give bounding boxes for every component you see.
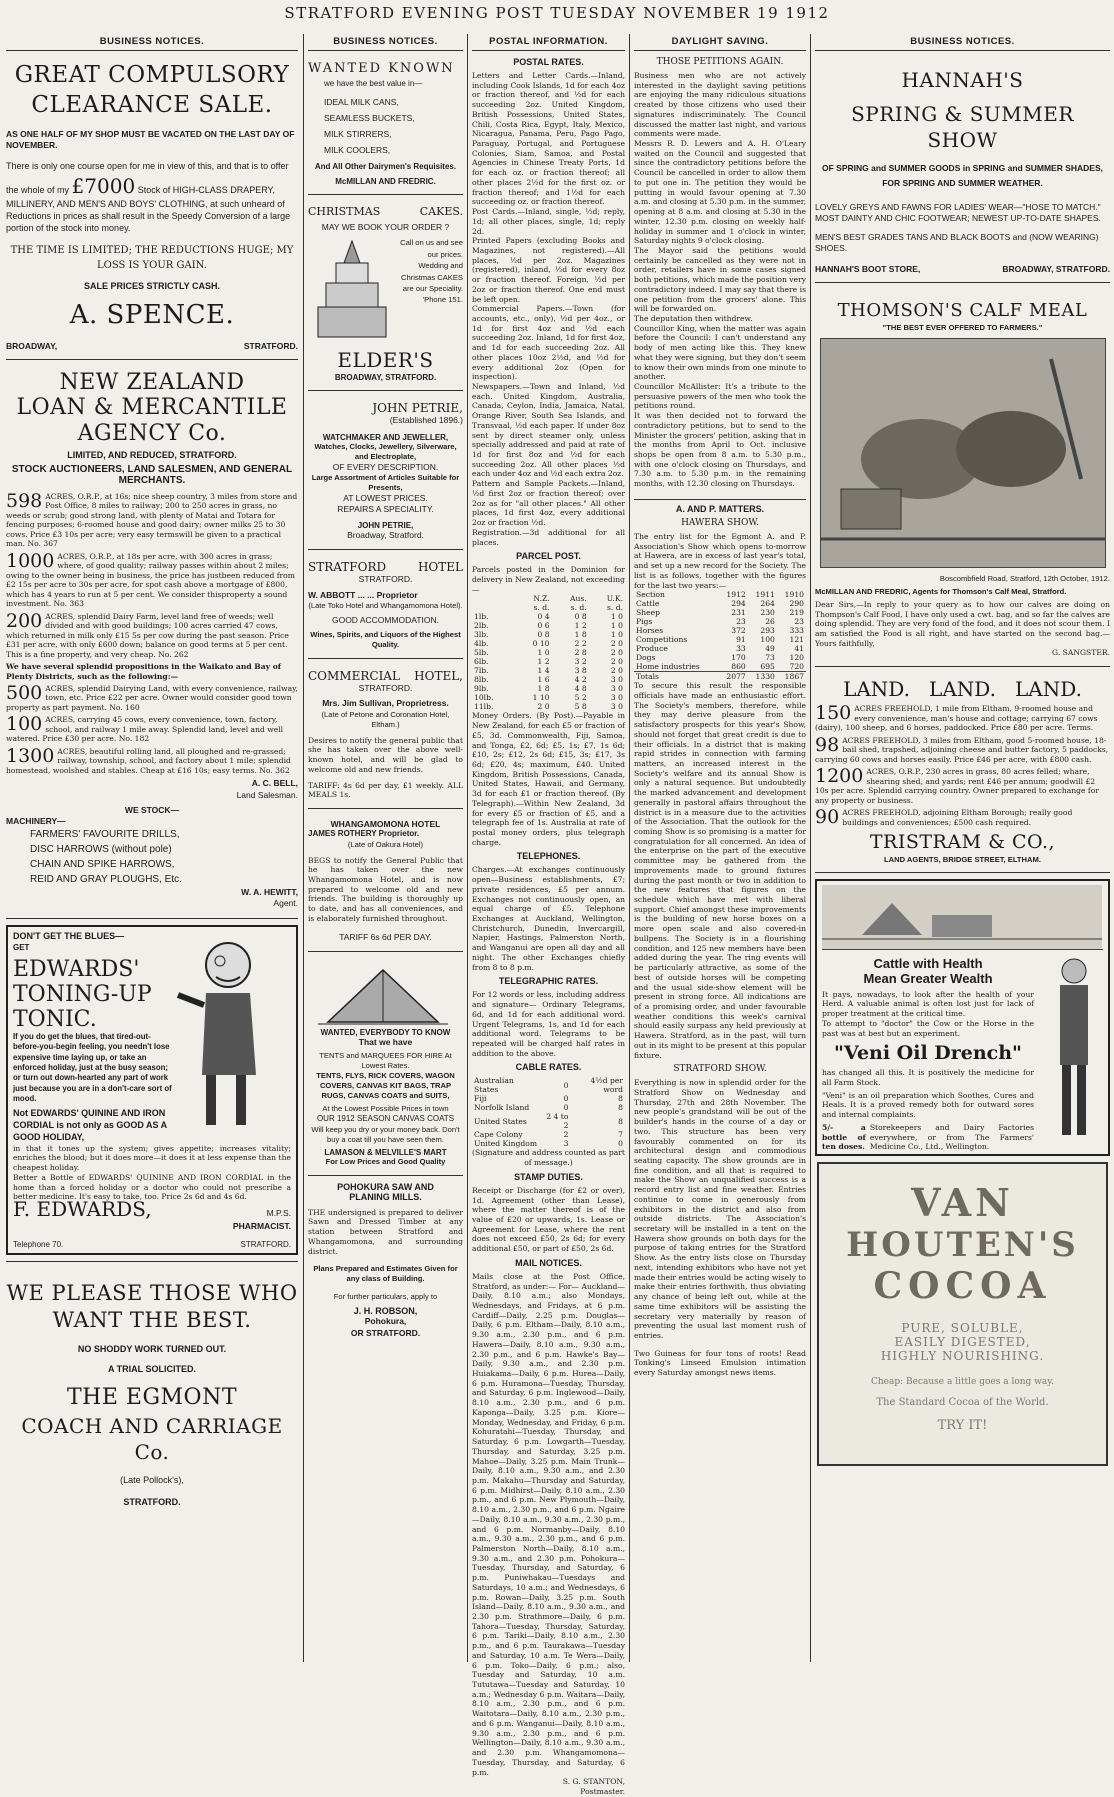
elder-ad — [308, 201, 463, 391]
ad-text: (Late Pollock's), — [120, 1474, 184, 1485]
side-text: are our Speciality. — [402, 283, 463, 293]
paragraph: Money Orders. (By Post).—Payable in New Zealand, for each £5 or fraction of £5, 3d. Commonwealth, Fiji, Samoa, and Tonga, £2, 6d; £5, 1s; £7, 1s 6d; £10, 2s; £12, 2s 6d; £15, 3s; £17, 3s 6d; £20, 4s; maximum, £40. United Kingdom, British Possessions, Canada, United States, Hawaii, and Germany, 3d for each £1 or fraction thereof. (By Telegraph).—Within New Zealand, 3d for every £5 or fraction of £5, and a telegraph fee of 1s. Australia at rate of postal money orders, plus telegraph charge. — [472, 711, 625, 847]
price: 5/- a bottle of ten doses. — [822, 1122, 866, 1152]
ad-title: LAND. LAND. LAND. — [843, 677, 1082, 702]
ad-text: PURE, SOLUBLE, — [901, 1320, 1024, 1335]
table-row: Pigs 23 26 23 — [636, 617, 804, 627]
ad-text: A TRIAL SOLICITED. — [107, 1364, 196, 1375]
subheading: CABLE RATES. — [515, 1062, 582, 1073]
address: BROADWAY, STRATFORD. — [334, 373, 437, 383]
paragraph: Business men who are not actively interested in the daylight saving petitions are enjoying the many ridiculous situations created by those citizens who used their signatures indiscriminately. The Council discussed the matter last night, and various comments were made. — [634, 71, 806, 139]
lot-text: ACRES, splendid Dairy Farm, level land free of weeds; well divided and with good buildings; 100 acres carried 47 cows, which returned in milk only £15 5s per cow during the past season. Price £31 per acre, with only £600 down; balance on good terms at 5 per cent. This is a fine property, and very cheap. No. 262 — [6, 611, 289, 659]
ad-text: (Late Toko Hotel and Whangamomona Hotel). — [308, 600, 463, 610]
pohokura-ad — [308, 1182, 463, 1339]
ad-title: GREAT COMPULSORY — [14, 62, 290, 88]
stratford-hotel-ad — [308, 556, 463, 659]
table-row: 1lb. 0 4 0 8 1 0 — [474, 612, 623, 622]
ad-title: WANT THE BEST. — [52, 1307, 252, 1332]
ad-text: Will keep you dry or your money back. Don't buy a coat till you have seen them. — [311, 1124, 460, 1144]
proprietor: Mrs. Jim Sullivan, Proprietress. — [322, 698, 449, 709]
calves-illustration — [820, 338, 1106, 568]
paragraph: Messrs R. D. Lewers and A. H. O'Leary waited on the Council and suggested that since the contradictory petitions before the Council be cancelled in order to allow them to put one in. The petition they would be putting in would favour opening at 7.30 a.m. and closing at 5.30 p.m. in the summer, opening at 8 a.m. and closing at 5.30 in the winter, 12.30 p.m. closing on weekly half-holiday in summer and 1 o'clock in winter, Saturday nights 9 o'clock closing. — [634, 139, 806, 246]
stock-line: MACHINERY— — [6, 816, 66, 827]
tariff: TARIFF 6s 6d PER DAY. — [339, 931, 432, 942]
ad-title: NEW ZEALAND — [59, 369, 245, 395]
subheading: TELEPHONES. — [516, 851, 581, 862]
signature: W. A. HEWITT, — [241, 887, 298, 898]
table-row: Fiji 0 8 — [474, 1094, 623, 1104]
lot-text: ACRES, O.R.P., 230 acres in grass, 80 acres felled; whare, shearing shed, and yards; rent £46 per annum; goodwill £2 10s per acre. Splendid carrying country. Owner prepared to exchange for any property or business. — [815, 767, 1099, 805]
ad-title: COACH AND CARRIAGE Co. — [21, 1413, 283, 1464]
ad-subtitle: AS ONE HALF OF MY SHOP MUST BE VACATED ON THE LAST DAY OF NOVEMBER. — [6, 128, 295, 150]
section-header: BUSINESS NOTICES. — [815, 36, 1110, 51]
ad-title: COCOA — [873, 1264, 1052, 1307]
caption: Boscombfield Road, Stratford, 12th October, 1912. — [939, 573, 1110, 583]
cable-table — [472, 1076, 625, 1148]
role: PHARMACIST. — [232, 1221, 291, 1232]
list-item: MILK STIRRERS, — [324, 128, 392, 139]
lot-text: ACRES, splendid Dairying Land, with every convenience, railway, town, etc. Price £22 per acre. Owner would consider good town property as part payment. No. 160 — [6, 684, 298, 712]
ad-subtitle: "THE BEST EVER OFFERED TO FARMERS." — [882, 322, 1043, 332]
subheading: PARCEL POST. — [516, 551, 581, 562]
ad-title: STRATFORD — [308, 560, 387, 575]
lot-text: ACRES FREEHOLD, 3 miles from Eltham, good 5-roomed house, 18-bail shed, trapshed, adjoining cheese and butter factory, 5 paddocks, carrying 60 cows and horses easily. Price £46 per acre, with £800 cash. — [815, 735, 1109, 764]
firm-name: McMILLAN AND FREDRIC. — [335, 177, 436, 187]
ad-text: OUR 1912 SEASON CANVAS COATS — [316, 1114, 455, 1124]
table-row: 10lb. 1 10 5 2 3 0 — [474, 693, 623, 703]
section-header: DAYLIGHT SAVING. — [634, 36, 806, 51]
paragraph: Councillor McAllister: It's a tribute to the persuasive powers of the men who took the petitions round. — [634, 382, 806, 411]
wanted-ad — [308, 57, 463, 195]
ad-text: Not EDWARDS' QUININE AND IRON CORDIAL is not only as GOOD AS A GOOD HOLIDAY, — [13, 1108, 167, 1142]
ad-text: Plans Prepared and Estimates Given for any class of Building. — [313, 1264, 458, 1284]
subheading: STAMP DUTIES. — [514, 1171, 583, 1182]
paragraph: Newspapers.—Town and Inland, ½d each. United Kingdom, Australia, Canada, Ceylon, India, Jamaica, Natal, Orange River, South Sea Islands, and Transvaal, ½d each paper. If under 8oz sent by direct steamer only, unless specially addressed and paid at rate of 1d for first 8oz and ½d for each succeeding 2oz. All other places ½d each under 4oz and ½d each extra 2oz. — [472, 382, 625, 479]
lot-acres: 1200 — [815, 765, 864, 788]
farmer-illustration — [1046, 951, 1102, 1141]
column-5 — [815, 36, 1110, 1661]
address: HANNAH'S BOOT STORE, — [815, 264, 921, 275]
column-3 — [472, 36, 625, 1796]
table-row: Cattle 294 264 290 — [636, 599, 804, 609]
ad-title: HOUTEN'S — [846, 1224, 1079, 1265]
ad-title: WHANGAMOMONA HOTEL — [330, 818, 441, 829]
ad-text: GOOD ACCOMMODATION. — [331, 614, 440, 625]
ad-text: STRATFORD. — [358, 683, 413, 694]
paragraph: Printed Papers (excluding Books and Magazines, not registered).—All places, ½d per 2oz. Magazines (registered), inland, ½d for every 8oz or fraction thereof. Foreign, ½d per 2oz or fraction thereof. One end must be left open. — [472, 236, 625, 304]
table-row: 6lb. 1 2 3 2 2 0 — [474, 657, 623, 667]
ad-text: For Low Prices and Good Quality — [325, 1156, 446, 1166]
paragraph: The Mayor said the petitions would certainly be cancelled as they were not in order, retailers have in some cases signed both petitions, which made the position very contradictory indeed. I may say that there is one petition from the grocers' alone. This will be forwarded on. — [634, 245, 806, 314]
ad-title: COMMERCIAL — [308, 669, 400, 684]
show-table: Section 1912 1911 1910 Cattle 294 264 290 Sheep 231 230 219 Pigs 23 26 23 Horses 372 293 333 Competitions 91 100 121 Produce 33 49 41 Dogs 170 73 120 Home industries 860 695 720 Totals 2077 1330 1867 — [636, 590, 804, 682]
ad-text: in that it tones up the system; gives appetite; increases vitality; enriches the blood; but it does more—it does it at less expense than the cheapest holiday. — [13, 1143, 291, 1173]
ad-text: BEGS to notify the General Public that he has taken over the new Whangamomona Hotel, and is now prepared to welcome old and new friends. The building is thoroughly up to date, and has all conveniences, and is elaborately furnished throughout. — [308, 855, 463, 923]
lot-text: ACRES, beautiful rolling land, all ploughed and re-grassed; railway, township, school, and factory about 1 mile; splendid homestead, woolshed and stables. Cheap at £16 10s; easy terms. No. 362 — [6, 746, 291, 775]
subheading: THOSE PETITIONS AGAIN. — [656, 57, 784, 67]
table-row: 8lb. 1 6 4 2 3 0 — [474, 675, 623, 685]
ad-text: SALE PRICES STRICTLY CASH. — [83, 281, 221, 292]
ad-title: LOAN & MERCANTILE — [16, 395, 288, 421]
lot-acres: 90 — [815, 806, 840, 829]
ad-text: TRY IT! — [937, 1417, 988, 1433]
van-houten-ad — [817, 1162, 1108, 1466]
paragraph: The entry list for the Egmont A. and P. Association's Show which opens to-morrow at Hawera, are in excess of last year's total, and set up a new record for the Society. The list is as follows, together with the figures for the last two years:— — [634, 531, 806, 590]
ad-text: THE undersigned is prepared to deliver Sawn and Dressed Timber at any station between Stratford and Whangamomona, and surrounding district. — [308, 1207, 463, 1256]
proprietor: W. ABBOTT ... ... Proprietor — [308, 589, 418, 600]
ad-text: Cheap: Because a little goes a long way. — [870, 1376, 1054, 1387]
lot-acres: 200 — [6, 609, 43, 632]
lot-text: ACRES FREEHOLD, adjoining Eltham Borough; really good buildings and conveniences; £500 cash required. — [842, 808, 1073, 827]
ad-title: THE EGMONT — [66, 1385, 238, 1411]
paragraph: Commercial Papers.—Town (for accounts, etc., only), ½d per 4oz., or 1d for first 4oz and ½d each succeeding 2oz. Inland, 1d for first 4oz, and 1d for each succeeding 2oz. All other places 10oz 2½d, and ½d for every additional 2oz (Open for inspection). — [472, 304, 625, 382]
table-row: Horses 372 293 333 — [636, 626, 804, 636]
ad-text: Storekeepers and Dairy Factories everywhere, or from The Farmers' Medicine Co., Ltd., Wellington. — [869, 1122, 1034, 1152]
ad-title: HOTEL — [417, 560, 463, 575]
column-rule — [467, 34, 468, 1662]
egmont-ad — [6, 1261, 298, 1507]
ad-text: Large Assortment of Articles Suitable for Presents, — [311, 472, 460, 492]
table-row: 5lb. 1 0 2 8 2 0 — [474, 648, 623, 658]
lot-acres: 598 — [6, 489, 43, 512]
thomson-ad — [815, 289, 1110, 667]
letter: Dear Sirs,—In reply to your query as to how our calves are doing on Thompson's Calf Food, I have only used a cwt. bag, and so far the calves are doing splendid. They are very fond of the food, and it does not scour them. I am satisfied the Food is all right, and have started on the second bag.—Yours faithfully, — [815, 599, 1110, 648]
ad-text: There is only one course open for me in view of this, and that is to offer the whole of my £7000 Stock of HIGH-CLASS DRAPERY, MILLINERY, AND MEN'S AND BOYS' CLOTHING, at such unheard of Reductions in prices as shall result in the Speedy Conversion of a large portion of the stock into money. — [6, 161, 291, 234]
ad-text: Better a Bottle of EDWARDS' QUININE AND IRON CORDIAL in the home than a forced holiday or a doctor who could not prescribe a better medicine. It's easy to take, too. Price 2s 6d and 4s 6d. — [13, 1172, 291, 1202]
subheading: A. AND P. MATTERS. — [675, 503, 765, 514]
signature: J. H. ROBSON, — [353, 1306, 418, 1317]
column-rule — [303, 34, 304, 1662]
ad-title: CHRISTMAS — [308, 205, 381, 219]
ad-title: WE PLEASE THOSE WHO — [6, 1280, 298, 1305]
agent: McMILLAN AND FREDRIC, Agents for Thomson's Calf Meal, Stratford. — [815, 586, 1067, 596]
address: STRATFORD. — [240, 1239, 291, 1249]
ad-title: JOHN PETRIE, — [372, 401, 463, 416]
paragraph: To secure this result the responsible officials have made an enthusiastic effort. The Society's members, therefore, while they may derive pleasure from the satisfactory prospects for this year's Show, should not forget that great credit is due to their officials. In a district that is making rapid strides in connection with farming matters, an increased interest in the Society's welfare and its annual Show is only a natural sequence. But undoubtedly the marked advancement and development generally in pastoral affairs throughout the district is in a measure due to the activities of the Association. That the outlook for the coming Show is so promising is a matter for congratulation for all concerned. An idea of the enterprise on the part of the executive committee may be gathered from the improvements made to ground fixtures during the past month or two in addition to the new features that figures on the schedule which have met with liberal support. Chief amongst these improvements is the building of new horse boxes on a more open scale and also covered-in bullpens. The Society is in a flourishing condition, and 125 new members have been added during the year. The ring events will be particularly attractive, as some of the best of outside horses will be competing and the usual side-show element will be present in strong force. All indications are of a promising order, and under favourable weather conditions this week's carnival should easily surpass any held previously at Hawera. Stratford, as in the past, will turn out in its might to be present at this popular fixture. — [634, 681, 806, 1060]
table-row: United Kingdom 3 0 — [474, 1139, 623, 1149]
ad-title: VAN — [911, 1179, 1014, 1225]
paragraph: (Signature and address counted as part of message.) — [472, 1148, 625, 1168]
paragraph: Councillor King, when the matter was again before the Council: I can't understand any body of men acting like this. They knew what they were signing, but they don't seem to know their own minds from one minute to another. — [634, 323, 806, 382]
ad-text: TENTS, FLYS, RICK COVERS, WAGON COVERS, CANVAS KIT BAGS, TRAP RUGS, CANVAS COATS and SUITS, — [316, 1071, 455, 1101]
paragraph: The deputation then withdrew. — [634, 313, 753, 323]
ad-title: TONIC. — [13, 1007, 97, 1033]
paragraph: It was then decided not to forward the contradictory petitions, but to send to the Minister the grocers' petition, asking that in the months from April to Oct. inclusive shops be open from 8 a.m. to 5.30 p.m., with one o'clock closing on Thursdays, and 7.30 a.m. to 5.30 p.m. in the remaining months, with 12.30 closing on Thursdays. — [634, 411, 806, 489]
table-row: Produce 33 49 41 — [636, 644, 804, 654]
paragraph: Parcels posted in the Dominion for delivery in New Zealand, not exceeding— — [472, 565, 625, 594]
ad-text: Desires to notify the general public that she has taken over the above well-known hotel, and will be glad to welcome old and new friends. — [308, 735, 463, 774]
ad-text: That we have — [358, 1036, 413, 1047]
machine-item: CHAIN AND SPIKE HARROWS, — [30, 859, 175, 871]
column-rule — [629, 34, 630, 1662]
signature: JOHN PETRIE, — [357, 521, 414, 531]
ad-text: LOVELY GREYS AND FAWNS FOR LADIES' WEAR—"HOSE TO MATCH." MOST DAINTY AND CHIC FOOTWEAR; NEWEST UP-TO-DATE SHAPES. — [815, 201, 1101, 223]
ad-text: "Veni" is an oil preparation which Soothes, Cures and Heals. It is a proved remedy both for outward sores and internal complaints. — [822, 1090, 1034, 1120]
machine-item: REID AND GRAY PLOUGHS, Etc. — [30, 874, 182, 886]
side-text: 'Phone 151. — [422, 295, 463, 305]
ad-title: POHOKURA SAW AND — [337, 1181, 434, 1192]
table-row: 9lb. 1 8 4 8 3 0 — [474, 684, 623, 694]
column-2 — [308, 36, 463, 1661]
table-row: Norfolk Island 0 8 — [474, 1103, 623, 1113]
ad-text: For further particulars, apply to — [333, 1292, 438, 1302]
signature: G. SANGSTER. — [1052, 648, 1110, 658]
ad-text: Watches, Clocks, Jewellery, Silverware, and Electroplate, — [314, 441, 457, 461]
lot-text: We have several splendid propositions in the Waikato and Bay of Plenty Districts, such as the following:— — [6, 662, 282, 681]
petrie-ad — [308, 397, 463, 550]
lot-acres: 500 — [6, 682, 43, 704]
ad-title: CLEARANCE SALE. — [31, 91, 273, 118]
lot-text: ACRES, O.R.P., at 18s per acre, with 300 acres in grass; where, of good quality; railway passes within about 2 miles; owing to the owner being in business, the price has justbeen reduced from £2 15s per acre to 30s per acre, for spot cash above a mortgage of £800, which has 4 years to run at 5 per cent. We consider thisproperty a sound investment. No. 363 — [6, 551, 295, 609]
address: Broadway, Stratford. — [347, 530, 424, 541]
ad-title: CAKES. — [419, 205, 463, 219]
paragraph: Post Cards.—Inland, single, ½d; reply, 1d; all other places, single, 1d; reply 2d. — [472, 207, 625, 236]
tents-ad — [308, 958, 463, 1176]
table-row: Home industries 860 695 720 — [636, 662, 804, 672]
signature: A. C. BELL, — [251, 778, 298, 789]
ad-text: WATCHMAKER AND JEWELLER, — [322, 432, 449, 442]
lot-acres: 1000 — [6, 549, 55, 572]
ad-title: Mean Greater Wealth — [863, 970, 993, 986]
ad-title: SPRING & SUMMER SHOW — [851, 102, 1074, 152]
ad-text: TENTS and MARQUEES FOR HIRE At Lowest Rates. — [319, 1051, 452, 1071]
table-row: Cape Colony 2 7 — [474, 1130, 623, 1140]
proprietor: JAMES ROTHERY Proprietor. — [308, 828, 420, 838]
figure-illustration — [176, 935, 288, 1135]
paragraph: Charges.—At exchanges continuously open—Business establishments, £7; private residences, £5 per annum. Exchanges not continuously open, an equal charge of £5. Telephone Exchanges at Auckland, Wellington, Christchurch, Dunedin, Invercargill, Napier, Hastings, Palmerston North, and Wanganui are open all day and all night. The other Exchanges chiefly from 8 to 8 p.m. — [472, 865, 625, 972]
ad-text: AT LOWEST PRICES. — [343, 492, 428, 503]
commercial-hotel-ad — [308, 665, 463, 809]
section-header: POSTAL INFORMATION. — [472, 36, 625, 51]
lot-acres: 100 — [6, 713, 43, 736]
firm-name: LAMASON & MELVILLE'S MART — [324, 1147, 447, 1157]
address: LAND AGENTS, BRIDGE STREET, ELTHAM. — [884, 854, 1041, 864]
address: STRATFORD. — [123, 1496, 181, 1507]
signature: S. G. STANTON, — [562, 1777, 625, 1787]
ad-text: At the Lowest Possible Prices in town — [322, 1104, 449, 1114]
column-1 — [6, 36, 298, 1661]
section-header: BUSINESS NOTICES. — [6, 36, 298, 51]
side-text: Wedding and — [418, 261, 463, 271]
stock-line: WE STOCK— — [124, 804, 180, 815]
nz-loan-ad — [6, 366, 298, 919]
whangamomona-hotel-ad — [308, 815, 463, 952]
side-text: Call on us and see our prices. — [400, 238, 463, 259]
telephone: Telephone 70. — [13, 1239, 64, 1249]
lot-text: ACRES, carrying 45 cows, every convenience, town, factory, school, and railway 1 mile away. Splendid land, level and well watered. Price £30 per acre. No. 182 — [6, 715, 284, 744]
masthead: STRATFORD EVENING POST TUESDAY NOVEMBER 19 1912 — [284, 4, 830, 22]
ad-text: To attempt to "doctor" the Cow or the Horse in the past was at best but an experiment. — [822, 1018, 1034, 1038]
ad-title: AGENCY Co. — [77, 420, 227, 446]
paragraph: For 12 words or less, including address and signature— Ordinary Telegrams, 6d, and 1d for each additional word. Urgent Telegrams, 1s, and 1d for each additional word. Telegrams to be repeated will be charged half rates in addition to the above. — [472, 990, 625, 1058]
subheading: HAWERA SHOW. — [681, 517, 759, 528]
ad-title: WANTED KNOWN — [308, 61, 455, 76]
credential: M.P.S. — [266, 1208, 291, 1219]
amount: £7000 — [71, 174, 136, 199]
column-rule — [810, 34, 811, 1662]
table-row: Sheep 231 230 219 — [636, 608, 804, 618]
address: STRATFORD. — [243, 340, 298, 351]
lot-acres: 1300 — [6, 744, 55, 767]
ad-title: THOMSON'S CALF MEAL — [837, 300, 1088, 322]
column-4 — [634, 36, 806, 1661]
signature-title: Land Salesman. — [236, 789, 298, 800]
ad-text: THE TIME IS LIMITED; THE REDUCTIONS HUGE; MY LOSS IS YOUR GAIN. — [10, 245, 294, 272]
ad-name: F. EDWARDS, — [13, 1197, 152, 1222]
table-row: 3lb. 0 8 1 8 1 0 — [474, 630, 623, 640]
edwards-ad — [6, 925, 298, 1255]
veni-ad — [815, 879, 1110, 1156]
lot-acres: 98 — [815, 733, 840, 756]
ad-title: TONING-UP — [13, 982, 152, 1008]
subheading: MAIL NOTICES. — [515, 1257, 582, 1268]
ad-title: HOTEL, — [414, 669, 463, 684]
ad-text: OF SPRING and SUMMER GOODS in SPRING and SUMMER SHADES, FOR SPRING AND SUMMER WEATHER. — [822, 163, 1103, 189]
ad-text: The Standard Cocoa of the World. — [876, 1396, 1049, 1408]
table-row: 7lb. 1 4 3 8 2 0 — [474, 666, 623, 676]
paragraph: Mails close at the Post Office, Stratford, as under:— For— Auckland—Daily, 8.10 a.m.; also Mondays, Wednesdays, and Fridays, at 6 p.m. Cardiff—Daily, 2.25 p.m. Douglas—Daily, 6 p.m. Eltham—Daily, 8.10 a.m., 9.30 a.m., 2.30 p.m., and 6 p.m. Hawera—Daily, 8.10 a.m., 9.30 a.m., 2.30 p.m., and 6 p.m. Hawke's Bay—Daily, 9.30 a.m., and 2.30 p.m. Huiakama—Daily, 6 p.m. Hurea—Daily, 6 p.m. Huramona—Tuesday, Thursday, and Saturday, 6 p.m. Inglewood—Daily, 8.10 a.m., 2.30 p.m., and 6 p.m. Kaponga—Daily, 3.25 p.m. Kiore—Monday, Wednesday, and Friday, 6 p.m. Kohuratahi—Tuesday, Thursday, and Saturday, 6 p.m. Lowgarth—Tuesday, Thursday, and Saturday, 3.25 p.m. Mahoe—Daily, 3.25 p.m. Main Trunk—Daily, 8.10 a.m., 9.30 a.m., and 2.30 p.m. Makahu—Thursday and Saturday, 6 p.m. Midhirst—Daily, 8.10 a.m., 2.30 p.m., and 6 p.m. New Plymouth—Daily, 8.10 a.m., 2.30 p.m., and 6 p.m. Ngaire—Daily, 8.10 a.m., 9.30 a.m., 2.30 p.m., and 6 p.m. Normanby—Daily, 8.10 a.m., 9.30 a.m., 2.30 p.m., and 6 p.m. Palmerston North—Daily, 8.10 a.m., 9.30 a.m., and 2.30 p.m. Pohokura—Tuesday, Thursday, and Saturday, 6 p.m. Puniwhakau—Tuesdays and Saturdays, 10 a.m.; and Wednesdays, 6 p.m. Rowan—Daily, 3.25 p.m. South Island—Daily, 8.10 a.m., 9.30 a.m., and 2.30 p.m. Strathmore—Daily, 6 p.m. Tahora—Tuesday, Thursday, Saturday, 6 p.m. Tariki—Daily, 8.10 a.m., 2.30 p.m., and 6 p.m. Taurakawa—Tuesday and Saturday, 10 a.m. Te Wera—Daily, 6 p.m. Toko—Daily, 6 p.m.; also, Tuesday and Saturday, 10 a.m. Tututawa—Tuesday and Saturday, 10 a.m.; Wednesday 6 p.m. Waitara—Daily, 8.10 a.m., 2.30 p.m., and 6 p.m. Waitotara—Daily, 8.10 a.m., 2.30 p.m., and 6 p.m. Wanganui—Daily, 8.10 a.m., 9.30 a.m., 2.30 p.m., and 6 p.m. Wellington—Daily, 8.10 a.m., 9.30 a.m., and 2.30 p.m. Whangamomona—Tuesday, Thursday, and Saturday, 6 p.m. — [472, 1271, 625, 1777]
address: OR STRATFORD. — [350, 1327, 421, 1338]
table-total-row: Totals 2077 1330 1867 — [636, 672, 804, 682]
list-item: MILK COOLERS, — [324, 144, 391, 155]
machine-item: FARMERS' FAVOURITE DRILLS, — [30, 829, 180, 841]
signature-title: Postmaster. — [580, 1786, 625, 1796]
list-item: IDEAL MILK CANS, — [324, 96, 399, 107]
machine-item: DISC HARROWS (without pole) — [30, 844, 172, 856]
table-row: 11lb. 2 0 5 8 3 0 — [474, 702, 623, 712]
ad-title: WANTED, EVERYBODY TO KNOW — [320, 1027, 451, 1037]
list-item: SEAMLESS BUCKETS, — [324, 112, 415, 123]
table-row: Competitions 91 100 121 — [636, 635, 804, 645]
lot-text: ACRES FREEHOLD, 1 mile from Eltham, 9-roomed house and every convenience, man's house and cottage; carrying 67 cows (dairy), 100 sheep, and 6 horses, paddocked. Price £80 per acre. Terms. — [815, 704, 1098, 733]
table-row: 4lb. 0 10 2 2 2 0 — [474, 639, 623, 649]
table-row: 2lb. 0 6 1 2 1 0 — [474, 621, 623, 631]
farm-illustration — [822, 885, 1103, 950]
tent-illustration — [308, 962, 463, 1028]
ad-name: A. SPENCE. — [69, 300, 235, 331]
ad-text: has changed all this. It is positively the medicine for all Farm Stock. — [822, 1068, 1034, 1088]
firm-name: TRISTRAM & CO., — [869, 831, 1056, 854]
ad-text: (Late of Petone and Coronation Hotel, Eltham.) — [321, 709, 450, 729]
subheading: STRATFORD SHOW. — [673, 1064, 767, 1075]
ad-title: PLANING MILLS. — [349, 1191, 422, 1202]
spence-ad — [6, 57, 298, 360]
ad-text: (Late of Oakura Hotel) — [347, 839, 424, 849]
subheading: TELEGRAPHIC RATES. — [498, 976, 599, 987]
paragraph: Letters and Letter Cards.—Inland, including Cook Islands, 1d for each 4oz or fraction thereof, and ½d for each succeeding 2oz. United Kingdom, British Possessions, United States, Chili, Costa Rica, Egypt, Italy, Mexico, Nicaragua, Panama, Peru, Pago Pago, Paraguay, Portugal, and Portuguese Colonies, Siam, Samoa, and Postal Agencies in Chinese Treaty Ports, 1d for each oz. or fraction thereof; all other places 2½d for the first oz. or fraction thereof; and 1½d for each succeeding oz. or fraction thereof. — [472, 71, 625, 207]
ad-text: (Established 1896.) — [389, 415, 463, 426]
ad-text: And All Other Dairymen's Requisites. — [314, 162, 457, 172]
table-row: United States 2 4 to 2 8 — [474, 1112, 623, 1131]
side-text: Christmas CAKES — [400, 272, 463, 282]
paragraph: Registration.—3d additional for all places. — [472, 527, 625, 547]
ad-text: MAY WE BOOK YOUR ORDER ? — [321, 222, 450, 233]
address: Pohokura, — [364, 1316, 407, 1327]
ad-text: OF EVERY DESCRIPTION. — [332, 461, 439, 472]
ad-text: HIGHLY NOURISHING. — [880, 1348, 1045, 1363]
section-header: BUSINESS NOTICES. — [308, 36, 463, 51]
lot-text: ACRES, O.R.P., at 16s; nice sheep country, 3 miles from store and Post Office, 8 miles to railway; 200 to 250 acres in grass, no weeds or scrub; good strong land, with plenty of Matai and Totara for fencing purposes; 6-roomed house and good dairy; owner milks 25 to 30 cows. Price £3 10s per acre; very easy termswill be given to a practical man. No. 367 — [6, 491, 298, 549]
ad-subtitle: STOCK AUCTIONEERS, LAND SALESMEN, AND GENERAL MERCHANTS. — [11, 463, 293, 486]
ad-name: ELDER'S — [337, 348, 434, 373]
paragraph: Everything is now in splendid order for the Stratford Show on Wednesday and Thursday, 27th and 28th November. The new people's grandstand will be out of the builder's hands in the course of a day or two. This structure has been very favourably commented on for its architectural design and commodious seating capacity. The show grounds are in fine condition, and all that is required to make the Show an unqualified success is a record entry list and fine weather. Entries continue to come in generously from exhibitors in the district and also from outside districts. The Association's secretary will be installed in a tent on the Hawera show grounds on both days for the purpose of taking entries for the Stratford Show. As the entry lists close on Thursday next, intending exhibitors who have not yet made their entries would be acting wisely to make their entries forthwith, thus obviating any chance of being left out, while at the same time exhibitors will be assisting the secretary very materially by reason of preventing the usual last moment rush of entries. — [634, 1078, 806, 1340]
table-row: Dogs 170 73 120 — [636, 653, 804, 663]
ad-text: EASILY DIGESTED, — [894, 1334, 1031, 1349]
tariff: TARIFF: 4s 6d per day, £1 weekly. ALL MEALS 1s. — [308, 780, 463, 800]
table-row: Australian States 0 4½d per word — [474, 1076, 623, 1095]
ad-text: REPAIRS A SPECIALITY. — [337, 504, 434, 515]
product-name: "Veni Oil Drench" — [834, 1042, 1022, 1065]
ad-subtitle: LIMITED, AND REDUCED, STRATFORD. — [67, 449, 237, 460]
ad-text: we have the best value in— — [324, 79, 423, 88]
ad-title: EDWARDS' — [13, 957, 140, 983]
parcel-table: N.Z. Aus. U.K. s. d. s. d. s. d. 1lb. 0 4 0 8 1 0 2lb. 0 6 1 2 1 0 3lb. 0 8 1 8 1 0 4lb. 0 10 2 2 2 0 5lb. 1 0 2 8 2 0 6lb. 1 2 3 2 2 0 7lb. 1 4 3 8 2 0 8lb. 1 6 4 2 3 0 9lb. 1 8 4 8 3 0 10lb. 1 10 5 2 3 0 11lb. 2 0 5 8 3 0 — [474, 594, 623, 712]
ad-text: It pays, nowadays, to look after the health of your Herd. A valuable animal is often lost just for lack of proper treatment at the critical time. — [822, 989, 1034, 1019]
subheading: POSTAL RATES. — [513, 57, 584, 67]
ad-text: Wines, Spirits, and Liquors of the Highest Quality. — [310, 630, 461, 650]
ad-text: If you do get the blues, that tired-out-before-you-begin feeling, you needn't lose expensive time laying up, or take an enforced holiday, just at the busy season; or turn out down-hearted any part of work just because you are in a don't-care sort of mood. — [13, 1032, 172, 1103]
paragraph: Pattern and Sample Packets.—Inland, ½d first 2oz or fraction thereof; over 2oz as for "all other places." All other places, 1d first 4oz, every additional 2oz or fraction ½d. — [472, 479, 625, 528]
signature-title: Agent. — [273, 898, 298, 909]
address: BROADWAY, STRATFORD. — [1002, 264, 1110, 275]
ad-title: Cattle with Health — [873, 955, 983, 971]
paragraph: Two Guineas for four tons of roots! Read Tonking's Linseed Emulsion intimation every Saturday amongst news items. — [634, 1348, 806, 1378]
ad-text: GET — [13, 942, 30, 952]
ad-title: HANNAH'S — [901, 68, 1024, 92]
ad-text: STRATFORD. — [358, 574, 413, 585]
ad-text: DON'T GET THE BLUES— — [13, 930, 125, 941]
ad-text: NO SHODDY WORK TURNED OUT. — [77, 1344, 227, 1355]
address: BROADWAY, — [6, 340, 58, 351]
cake-illustration — [308, 237, 396, 347]
paragraph: Receipt or Discharge (for £2 or over), 1d. Agreement (other than Lease), where the matter thereof is of the value of £20 or upwards, 1s. Lease or Agreement for Lease, where the rent does not exceed £50, 2s 6d; for every additional £50, or part of £50, 2s 6d. — [472, 1185, 625, 1254]
lot-acres: 150 — [815, 702, 852, 725]
hannah-ad — [815, 57, 1110, 283]
ad-text: MEN'S BEST GRADES TANS AND BLACK BOOTS and (NOW WEARING) SHOES. — [815, 232, 1099, 254]
land-ad — [815, 673, 1110, 873]
